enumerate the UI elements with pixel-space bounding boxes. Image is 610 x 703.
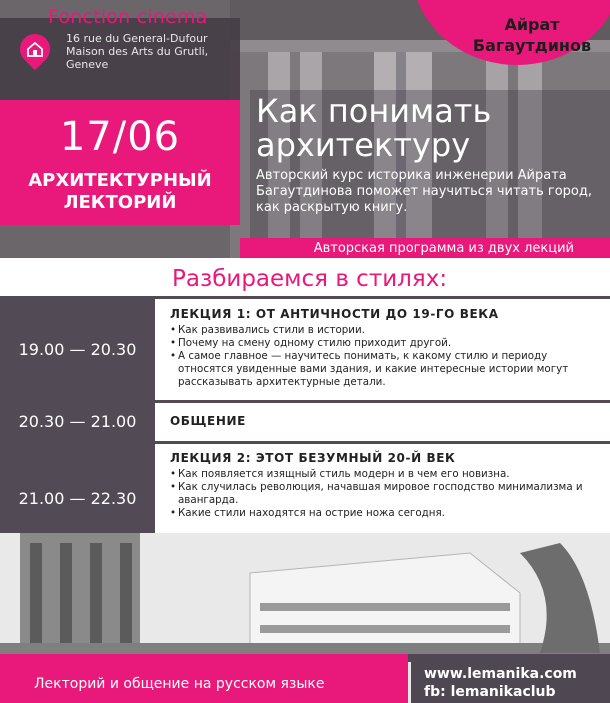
series-name-line: АРХИТЕКТУРНЫЙ — [28, 170, 212, 191]
title-line: архитектуру — [256, 126, 471, 164]
list-item: • Как появляется изящный стиль модерн и в чем его новизна. — [170, 468, 600, 481]
lecture-1 — [170, 307, 600, 389]
facebook-link[interactable]: fb: lemanikaclub — [424, 684, 556, 700]
time-label: 21.00 — 22.30 — [18, 489, 137, 508]
lecture-points — [170, 468, 600, 520]
list-item: • А самое главное — научитесь понимать, к какому стилю и периоду относятся увиденные вами здания, и какие интересные истории могут рассказывать архитектурные детали. — [170, 350, 600, 389]
time-slot — [0, 296, 155, 400]
list-item: • Как развивались стили в истории. — [170, 324, 600, 337]
list-item: • Почему на смену одному стилю приходит другой. — [170, 337, 600, 350]
time-label: 20.30 — 21.00 — [18, 412, 137, 431]
section-title: Разбираемся в стилях: — [172, 266, 448, 292]
venue-name: Fonction cinema — [48, 6, 208, 28]
date-panel — [0, 100, 240, 225]
footer-contacts — [408, 654, 610, 703]
time-slot — [0, 400, 155, 441]
lecture-title: ЛЕКЦИЯ 1: ОТ АНТИЧНОСТИ ДО 19-ГО ВЕКА — [170, 307, 499, 321]
speaker-last-name: Багаутдинов — [472, 36, 592, 55]
lecture-title: ЛЕКЦИЯ 2: ЭТОТ БЕЗУМНЫЙ 20-Й ВЕК — [170, 451, 456, 465]
venue-address-line: Geneve — [66, 58, 109, 71]
lecture-points — [170, 324, 600, 389]
website-link[interactable]: www.lemanika.com — [424, 666, 577, 682]
venue-address-line: 16 rue du General-Dufour — [66, 32, 208, 45]
course-description: Авторский курс историка инженерии Айрата Багаутдинова поможет научиться читать город, как раскрытую книгу. — [256, 168, 592, 215]
list-item: • Какие стили находятся на острие ножа сегодня. — [170, 507, 600, 520]
lecture-2 — [170, 451, 600, 520]
list-item: • Как случилась революция, начавшая мировое господство минимализма и авангарда. — [170, 481, 600, 507]
time-label: 19.00 — 20.30 — [18, 340, 137, 359]
title-line: Как понимать — [256, 92, 492, 130]
speaker-first-name: Айрат — [504, 15, 560, 34]
program-note: Авторская программа из двух лекций — [313, 241, 574, 256]
hero-banner — [0, 0, 610, 258]
location-house-icon — [24, 38, 46, 60]
footer-divider — [408, 662, 411, 703]
time-slot — [0, 441, 155, 533]
series-name — [0, 170, 240, 214]
speaker-name — [452, 14, 610, 56]
break-title: ОБЩЕНИЕ — [170, 414, 246, 428]
event-date: 17/06 — [59, 114, 181, 160]
language-note: Лекторий и общение на русском языке — [34, 676, 325, 692]
venue-address — [66, 32, 208, 71]
venue-address-line: Maison des Arts du Grutli, — [66, 45, 209, 58]
series-name-line: ЛЕКТОРИЙ — [63, 192, 177, 213]
footer-language-band — [0, 654, 408, 703]
program-note-band — [240, 238, 610, 258]
page-title — [256, 94, 491, 162]
